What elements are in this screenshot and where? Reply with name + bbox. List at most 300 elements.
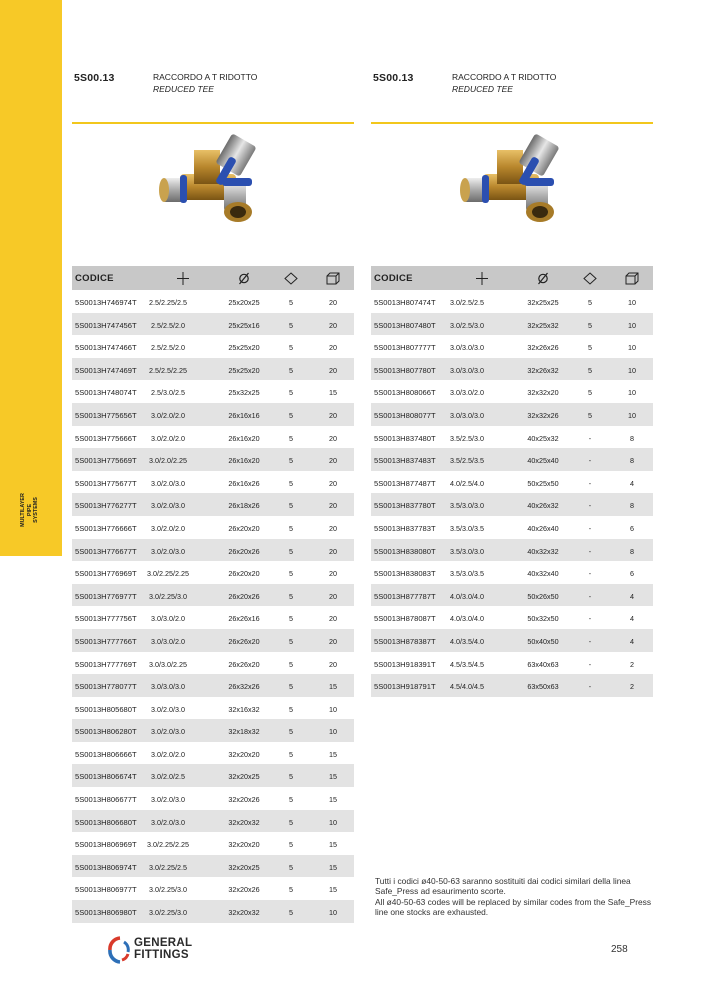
bag-quantity-cell: 5	[289, 410, 293, 420]
dimensions-cell: 40x26x40	[527, 523, 559, 533]
product-code-cell: 5S0013H837483T	[374, 456, 436, 466]
bag-quantity-cell: -	[588, 546, 592, 556]
dimensions-cell: 26x16x26	[228, 478, 260, 488]
wall-thickness-cell: 3.5/3.0/3.0	[450, 501, 484, 511]
dimensions-cell: 63x40x63	[527, 659, 559, 669]
box-quantity-cell: 10	[329, 727, 337, 737]
box-quantity-cell: 10	[329, 704, 337, 714]
bag-quantity-cell: 5	[289, 908, 293, 918]
box-quantity-cell: 20	[329, 433, 337, 443]
yellow-divider	[72, 122, 354, 124]
table-row	[72, 561, 354, 584]
wall-thickness-cell: 2.5/2.5/2.0	[151, 343, 185, 353]
dimensions-cell: 25x20x25	[228, 298, 260, 307]
product-code-cell: 5S0013H776277T	[75, 501, 137, 511]
reduced-tee-fitting-image	[371, 126, 653, 264]
product-code-cell: 5S0013H878087T	[374, 614, 436, 624]
dimensions-cell: 32x20x26	[228, 885, 260, 895]
note-english: All ø40-50-63 codes will be replaced by similar codes from the Safe_Press line one stocks are exhausted.	[375, 896, 652, 918]
box-quantity-cell: 10	[329, 908, 337, 918]
table-row	[72, 403, 354, 426]
diameter-icon	[536, 272, 550, 285]
product-code-cell: 5S0013H807474T	[374, 298, 436, 307]
bag-quantity-cell: 5	[289, 569, 293, 579]
product-code: 5S00.13	[373, 72, 414, 84]
product-title-english: REDUCED TEE	[452, 84, 513, 94]
table-row	[72, 335, 354, 358]
box-quantity-cell: 6	[630, 569, 634, 579]
dimensions-cell: 32x20x32	[228, 817, 260, 827]
bag-quantity-cell: 5	[289, 727, 293, 737]
box-quantity-cell: 20	[329, 298, 337, 307]
product-code-cell: 5S0013H775677T	[75, 478, 137, 488]
dimensions-cell: 40x32x40	[527, 569, 559, 579]
dimensions-cell: 26x16x20	[228, 433, 260, 443]
product-code-cell: 5S0013H806974T	[75, 862, 137, 872]
bag-quantity-cell: 5	[289, 343, 293, 353]
table-row	[371, 335, 653, 358]
table-row	[72, 787, 354, 810]
product-code-cell: 5S0013H776969T	[75, 569, 137, 579]
wall-thickness-cell: 3.0/2.0/3.0	[151, 478, 185, 488]
bag-quantity-cell: -	[588, 569, 592, 579]
dimensions-cell: 25x25x20	[228, 365, 260, 375]
box-quantity-cell: 4	[630, 478, 634, 488]
product-code-cell: 5S0013H806980T	[75, 908, 137, 918]
table-row	[72, 877, 354, 900]
bag-pack-icon	[583, 272, 597, 285]
table-row	[371, 539, 653, 562]
dimensions-cell: 26x20x20	[228, 569, 260, 579]
product-code-cell: 5S0013H776677T	[75, 546, 137, 556]
product-table-left	[72, 290, 354, 923]
box-quantity-cell: 10	[628, 343, 636, 353]
table-row	[72, 448, 354, 471]
dimensions-cell: 26x20x26	[228, 546, 260, 556]
bag-quantity-cell: 5	[289, 365, 293, 375]
table-row	[72, 584, 354, 607]
bag-quantity-cell: 5	[588, 365, 592, 375]
dimensions-cell: 32x26x32	[527, 365, 559, 375]
header-code-label: CODICE	[75, 273, 114, 284]
bag-quantity-cell: 5	[289, 749, 293, 759]
box-quantity-cell: 10	[628, 410, 636, 420]
product-code-cell: 5S0013H747456T	[75, 320, 137, 330]
box-quantity-cell: 20	[329, 365, 337, 375]
wall-thickness-cell: 3.0/3.0/3.0	[450, 410, 484, 420]
bag-quantity-cell: 5	[289, 388, 293, 398]
wall-thickness-cell: 3.0/2.0/3.0	[151, 501, 185, 511]
wall-thickness-cell: 3.0/3.0/3.0	[450, 343, 484, 353]
dimensions-cell: 26x16x20	[228, 456, 260, 466]
bag-quantity-cell: 5	[289, 682, 293, 692]
table-row	[72, 764, 354, 787]
logo-line1: GENERAL	[134, 937, 193, 949]
box-quantity-cell: 20	[329, 501, 337, 511]
table-row	[72, 516, 354, 539]
box-quantity-cell: 8	[630, 433, 634, 443]
dimensions-cell: 32x20x32	[228, 908, 260, 918]
note-italian: Tutti i codici ø40-50-63 saranno sostituiti dai codici similari della linea Safe_Press ad esaurimento scorte.	[375, 876, 631, 897]
table-row	[72, 290, 354, 313]
wall-thickness-cell: 4.0/3.0/4.0	[450, 614, 484, 624]
bag-quantity-cell: 5	[289, 614, 293, 624]
wall-thickness-cell: 3.0/2.25/3.0	[149, 908, 187, 918]
wall-thickness-cell: 3.0/2.0/2.25	[149, 456, 187, 466]
wall-thickness-cell: 3.0/2.5/3.0	[450, 320, 484, 330]
product-code-cell: 5S0013H837780T	[374, 501, 436, 511]
product-code-cell: 5S0013H807780T	[374, 365, 436, 375]
dimensions-cell: 32x20x26	[228, 795, 260, 805]
wall-thickness-cell: 3.0/2.0/2.0	[151, 433, 185, 443]
thickness-icon	[176, 272, 190, 285]
table-row	[72, 674, 354, 697]
dimensions-cell: 32x32x20	[527, 388, 559, 398]
wall-thickness-cell: 4.5/4.0/4.5	[450, 682, 484, 692]
table-row	[72, 539, 354, 562]
box-pack-icon	[625, 272, 639, 285]
box-quantity-cell: 20	[329, 636, 337, 646]
product-code-cell: 5S0013H838083T	[374, 569, 436, 579]
sidebar-label-line2: SYSTEMS	[33, 497, 39, 523]
dimensions-cell: 25x25x16	[228, 320, 260, 330]
table-row	[371, 426, 653, 449]
bag-quantity-cell: 5	[588, 388, 592, 398]
product-title-english: REDUCED TEE	[153, 84, 214, 94]
table-row	[72, 313, 354, 336]
box-quantity-cell: 20	[329, 320, 337, 330]
table-row	[72, 832, 354, 855]
bag-quantity-cell: 5	[588, 298, 592, 307]
table-row	[72, 855, 354, 878]
wall-thickness-cell: 3.0/2.25/3.0	[149, 591, 187, 601]
table-row	[72, 606, 354, 629]
wall-thickness-cell: 3.0/2.25/2.25	[147, 840, 189, 850]
dimensions-cell: 32x20x20	[228, 840, 260, 850]
dimensions-cell: 26x32x26	[228, 682, 260, 692]
dimensions-cell: 63x50x63	[527, 682, 559, 692]
bag-quantity-cell: -	[588, 591, 592, 601]
box-quantity-cell: 20	[329, 410, 337, 420]
dimensions-cell: 26x16x16	[228, 410, 260, 420]
table-row	[371, 652, 653, 675]
bag-quantity-cell: 5	[289, 885, 293, 895]
dimensions-cell: 26x26x20	[228, 636, 260, 646]
box-quantity-cell: 6	[630, 523, 634, 533]
box-quantity-cell: 4	[630, 614, 634, 624]
wall-thickness-cell: 4.0/3.5/4.0	[450, 636, 484, 646]
bag-quantity-cell: 5	[289, 523, 293, 533]
product-code-cell: 5S0013H808066T	[374, 388, 436, 398]
box-quantity-cell: 15	[329, 862, 337, 872]
product-code-cell: 5S0013H778077T	[75, 682, 137, 692]
dimensions-cell: 26x18x26	[228, 501, 260, 511]
bag-quantity-cell: -	[588, 433, 592, 443]
box-quantity-cell: 15	[329, 682, 337, 692]
box-quantity-cell: 15	[329, 795, 337, 805]
box-quantity-cell: 15	[329, 840, 337, 850]
wall-thickness-cell: 2.5/2.25/2.5	[149, 298, 187, 307]
product-code-cell: 5S0013H806280T	[75, 727, 137, 737]
logo-wordmark	[134, 938, 192, 961]
table-row	[72, 719, 354, 742]
bag-pack-icon	[284, 272, 298, 285]
table-row	[72, 493, 354, 516]
wall-thickness-cell: 3.5/2.5/3.0	[450, 433, 484, 443]
box-quantity-cell: 10	[628, 298, 636, 307]
box-quantity-cell: 15	[329, 772, 337, 782]
wall-thickness-cell: 3.0/2.25/2.5	[149, 862, 187, 872]
dimensions-cell: 32x16x32	[228, 704, 260, 714]
bag-quantity-cell: 5	[289, 840, 293, 850]
dimensions-cell: 32x20x20	[228, 749, 260, 759]
table-header	[371, 266, 653, 290]
bag-quantity-cell: 5	[289, 478, 293, 488]
product-code-cell: 5S0013H746974T	[75, 298, 137, 307]
product-code-cell: 5S0013H806677T	[75, 795, 137, 805]
dimensions-cell: 40x25x32	[527, 433, 559, 443]
product-code-cell: 5S0013H777766T	[75, 636, 137, 646]
sidebar-label	[20, 490, 40, 530]
table-row	[371, 448, 653, 471]
product-code-cell: 5S0013H807777T	[374, 343, 436, 353]
table-row	[72, 380, 354, 403]
dimensions-cell: 32x25x32	[527, 320, 559, 330]
dimensions-cell: 50x32x50	[527, 614, 559, 624]
product-code-cell: 5S0013H918391T	[374, 659, 436, 669]
bag-quantity-cell: 5	[289, 591, 293, 601]
wall-thickness-cell: 3.0/2.0/2.0	[151, 523, 185, 533]
wall-thickness-cell: 3.0/3.0/2.0	[450, 388, 484, 398]
product-code-cell: 5S0013H837783T	[374, 523, 436, 533]
table-row	[72, 426, 354, 449]
box-quantity-cell: 10	[628, 388, 636, 398]
box-quantity-cell: 20	[329, 343, 337, 353]
box-quantity-cell: 2	[630, 682, 634, 692]
logo-line2: FITTINGS	[134, 948, 189, 961]
product-code-cell: 5S0013H777769T	[75, 659, 137, 669]
table-row	[371, 674, 653, 697]
product-code-cell: 5S0013H806680T	[75, 817, 137, 827]
product-code-cell: 5S0013H747469T	[75, 365, 137, 375]
product-title-italian: RACCORDO A T RIDOTTO	[452, 72, 557, 82]
product-code: 5S00.13	[74, 72, 115, 84]
product-code-cell: 5S0013H775656T	[75, 410, 137, 420]
table-row	[371, 584, 653, 607]
wall-thickness-cell: 3.5/3.0/3.5	[450, 569, 484, 579]
box-pack-icon	[326, 272, 340, 285]
dimensions-cell: 32x25x25	[527, 298, 559, 307]
product-table-right	[371, 290, 653, 697]
bag-quantity-cell: 5	[289, 817, 293, 827]
dimensions-cell: 32x20x25	[228, 772, 260, 782]
bag-quantity-cell: -	[588, 523, 592, 533]
box-quantity-cell: 20	[329, 569, 337, 579]
wall-thickness-cell: 4.5/3.5/4.5	[450, 659, 484, 669]
product-code-cell: 5S0013H808077T	[374, 410, 436, 420]
bag-quantity-cell: -	[588, 659, 592, 669]
product-code-cell: 5S0013H775666T	[75, 433, 137, 443]
box-quantity-cell: 10	[628, 320, 636, 330]
dimensions-cell: 25x25x20	[228, 343, 260, 353]
sidebar-lower-blank	[0, 556, 62, 1006]
dimensions-cell: 26x20x26	[228, 591, 260, 601]
bag-quantity-cell: -	[588, 614, 592, 624]
diameter-icon	[237, 272, 251, 285]
bag-quantity-cell: 5	[289, 501, 293, 511]
dimensions-cell: 32x20x25	[228, 862, 260, 872]
table-row	[72, 471, 354, 494]
dimensions-cell: 32x26x26	[527, 343, 559, 353]
reduced-tee-fitting-image	[72, 126, 354, 264]
wall-thickness-cell: 3.0/2.25/3.0	[149, 885, 187, 895]
table-row	[371, 290, 653, 313]
table-row	[72, 697, 354, 720]
wall-thickness-cell: 2.5/3.0/2.5	[151, 388, 185, 398]
bag-quantity-cell: 5	[289, 433, 293, 443]
wall-thickness-cell: 3.5/3.0/3.0	[450, 546, 484, 556]
wall-thickness-cell: 3.5/2.5/3.5	[450, 456, 484, 466]
product-code-cell: 5S0013H777756T	[75, 614, 137, 624]
bag-quantity-cell: 5	[289, 659, 293, 669]
bag-quantity-cell: 5	[289, 320, 293, 330]
wall-thickness-cell: 3.5/3.0/3.5	[450, 523, 484, 533]
table-row	[371, 606, 653, 629]
table-row	[72, 629, 354, 652]
dimensions-cell: 40x32x32	[527, 546, 559, 556]
general-fittings-logo	[108, 936, 218, 964]
bag-quantity-cell: 5	[588, 320, 592, 330]
table-row	[371, 516, 653, 539]
table-row	[371, 629, 653, 652]
box-quantity-cell: 20	[329, 523, 337, 533]
product-code-cell: 5S0013H748074T	[75, 388, 137, 398]
sidebar-label-line1: MULTILAYER PIPE	[20, 493, 33, 527]
replacement-note	[375, 876, 665, 918]
box-quantity-cell: 15	[329, 749, 337, 759]
bag-quantity-cell: -	[588, 456, 592, 466]
box-quantity-cell: 10	[329, 817, 337, 827]
dimensions-cell: 25x32x25	[228, 388, 260, 398]
table-row	[72, 742, 354, 765]
product-code-cell: 5S0013H838080T	[374, 546, 436, 556]
wall-thickness-cell: 3.0/3.0/2.0	[151, 636, 185, 646]
dimensions-cell: 50x26x50	[527, 591, 559, 601]
box-quantity-cell: 8	[630, 501, 634, 511]
product-code-cell: 5S0013H837480T	[374, 433, 436, 443]
wall-thickness-cell: 3.0/3.0/3.0	[151, 682, 185, 692]
box-quantity-cell: 4	[630, 636, 634, 646]
box-quantity-cell: 15	[329, 388, 337, 398]
bag-quantity-cell: 5	[289, 546, 293, 556]
box-quantity-cell: 4	[630, 591, 634, 601]
dimensions-cell: 50x40x50	[527, 636, 559, 646]
dimensions-cell: 50x25x50	[527, 478, 559, 488]
wall-thickness-cell: 3.0/2.0/3.0	[151, 727, 185, 737]
dimensions-cell: 40x26x32	[527, 501, 559, 511]
yellow-divider	[371, 122, 653, 124]
product-code-cell: 5S0013H776977T	[75, 591, 137, 601]
box-quantity-cell: 20	[329, 546, 337, 556]
dimensions-cell: 32x32x26	[527, 410, 559, 420]
box-quantity-cell: 15	[329, 885, 337, 895]
bag-quantity-cell: 5	[289, 772, 293, 782]
wall-thickness-cell: 3.0/3.0/2.0	[151, 614, 185, 624]
wall-thickness-cell: 3.0/3.0/2.25	[149, 659, 187, 669]
product-code-cell: 5S0013H877487T	[374, 478, 436, 488]
product-code-cell: 5S0013H878387T	[374, 636, 436, 646]
product-code-cell: 5S0013H806977T	[75, 885, 137, 895]
table-row	[371, 313, 653, 336]
wall-thickness-cell: 3.0/2.0/3.0	[151, 704, 185, 714]
box-quantity-cell: 2	[630, 659, 634, 669]
product-code-cell: 5S0013H806674T	[75, 772, 137, 782]
box-quantity-cell: 20	[329, 659, 337, 669]
table-row	[371, 358, 653, 381]
product-code-cell: 5S0013H807480T	[374, 320, 436, 330]
wall-thickness-cell: 2.5/2.5/2.0	[151, 320, 185, 330]
wall-thickness-cell: 4.0/2.5/4.0	[450, 478, 484, 488]
wall-thickness-cell: 4.0/3.0/4.0	[450, 591, 484, 601]
product-code-cell: 5S0013H805680T	[75, 704, 137, 714]
dimensions-cell: 26x26x20	[228, 659, 260, 669]
table-row	[72, 652, 354, 675]
bag-quantity-cell: 5	[289, 456, 293, 466]
wall-thickness-cell: 3.0/2.0/3.0	[151, 795, 185, 805]
table-row	[371, 471, 653, 494]
logo-mark-icon	[108, 936, 132, 964]
table-row	[371, 493, 653, 516]
bag-quantity-cell: -	[588, 478, 592, 488]
box-quantity-cell: 8	[630, 546, 634, 556]
bag-quantity-cell: 5	[588, 343, 592, 353]
dimensions-cell: 32x18x32	[228, 727, 260, 737]
box-quantity-cell: 20	[329, 614, 337, 624]
product-code-cell: 5S0013H806969T	[75, 840, 137, 850]
bag-quantity-cell: -	[588, 682, 592, 692]
thickness-icon	[475, 272, 489, 285]
bag-quantity-cell: 5	[289, 298, 293, 307]
wall-thickness-cell: 3.0/2.0/2.0	[151, 410, 185, 420]
product-code-cell: 5S0013H775669T	[75, 456, 137, 466]
box-quantity-cell: 20	[329, 456, 337, 466]
header-code-label: CODICE	[374, 273, 413, 284]
product-title-italian: RACCORDO A T RIDOTTO	[153, 72, 258, 82]
dimensions-cell: 26x26x16	[228, 614, 260, 624]
table-row	[371, 561, 653, 584]
box-quantity-cell: 10	[628, 365, 636, 375]
table-row	[72, 358, 354, 381]
box-quantity-cell: 20	[329, 478, 337, 488]
table-row	[371, 403, 653, 426]
box-quantity-cell: 20	[329, 591, 337, 601]
wall-thickness-cell: 2.5/2.5/2.25	[149, 365, 187, 375]
product-code-cell: 5S0013H806666T	[75, 749, 137, 759]
wall-thickness-cell: 3.0/2.5/2.5	[450, 298, 484, 307]
wall-thickness-cell: 3.0/3.0/3.0	[450, 365, 484, 375]
dimensions-cell: 26x20x20	[228, 523, 260, 533]
bag-quantity-cell: 5	[289, 795, 293, 805]
wall-thickness-cell: 3.0/2.0/2.5	[151, 772, 185, 782]
bag-quantity-cell: 5	[588, 410, 592, 420]
dimensions-cell: 40x25x40	[527, 456, 559, 466]
bag-quantity-cell: 5	[289, 862, 293, 872]
wall-thickness-cell: 3.0/2.0/3.0	[151, 546, 185, 556]
product-code-cell: 5S0013H776666T	[75, 523, 137, 533]
table-row	[72, 900, 354, 923]
bag-quantity-cell: -	[588, 636, 592, 646]
bag-quantity-cell: 5	[289, 636, 293, 646]
